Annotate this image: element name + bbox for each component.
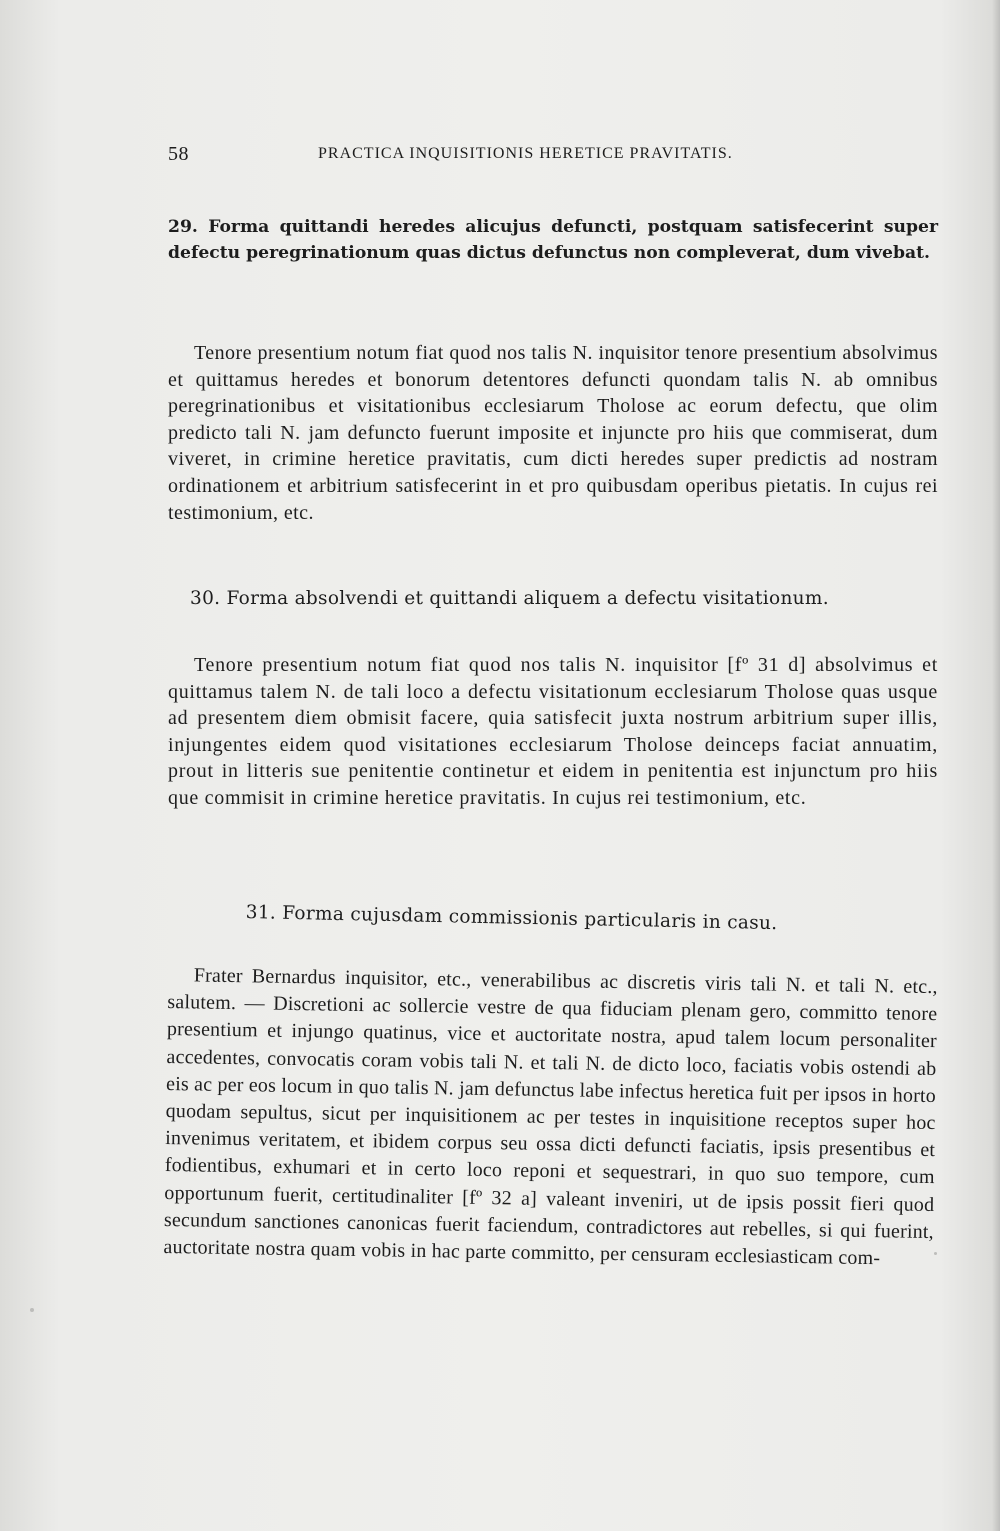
paper-speck (934, 1252, 937, 1255)
section-31-heading (246, 902, 778, 934)
page-edge-shadow (992, 0, 1000, 1531)
section-29-title: Forma quittandi heredes alicujus defuncti, postquam satisfecerint super defectu peregrinationum quas dictus defunctus non compleverat, dum vivebat. (168, 217, 938, 263)
section-31-number: 31. (245, 902, 277, 924)
section-30-body: Tenore presentium notum fiat quod nos talis N. inquisitor [fº 31 d] absolvimus et quittamus talem N. de tali loco a defectu visitationum ecclesiarum Tholose quas usque ad presentem diem obmisit facere, quia satisfecit juxta nostrum arbitrium super illis, injungentes eidem quod visitationes ecclesiarum Tholose deinceps faciat annuatim, prout in litteris sue penitentie continetur et eidem in penitentia est injunctum pro hiis que commisit in crimine heretice pravitatis. In cujus rei testimonium, etc. (168, 654, 938, 809)
section-31-title: Forma cujusdam commissionis particularis in casu. (282, 902, 778, 935)
section-30-heading (190, 588, 829, 609)
section-30-number: 30. (190, 588, 221, 609)
section-29-number: 29. (168, 217, 198, 237)
section-31-body: Frater Bernardus inquisitor, etc., venerabilibus ac discretis viris tali N. et tali N. etc., salutem. — Discretioni ac sollercie vestre de qua fiduciam plenam gero, committo tenore presentium et injungo quatinus, vice et auctoritate nostra, apud talem locum personaliter accedentes, convocatis coram vobis tali N. et tali N. de dicto loco, faciatis vobis ostendi ab eis ac per eos locum in quo talis N. jam defunctus labe infectus heretica fuit per ipsos in horto quodam sepultus, sicut per inquisitionem ac per testes in inquisitione receptos super hoc invenimus veritatem, et ibidem corpus seu ossa dicti defuncti faciatis, ipsis presentibus et fodientibus, exhumari et in certo loco reponi et sequestrari, in quo suo tempore, cum opportunum fuerit, certitudinaliter [fº 32 a] valeant inveniri, ut de ipsis possit fieri quod secundum sanctiones canonicas fuerit faciendum, contradictores aut rebelles, si qui fuerint, auctoritate nostra quam vobis in hac parte committo, per censuram ecclesiasticam com- (163, 964, 938, 1270)
page-number: 58 (168, 143, 189, 165)
section-29-body: Tenore presentium notum fiat quod nos talis N. inquisitor tenore presentium absolvimus et quittamus heredes et bonorum detentores defuncti quondam talis N. ab omnibus peregrinationibus et visitationibus ecclesiarum Tholose ac eorum defectu, que olim predicto tali N. jam defuncto fuerunt imposite et injuncte pro hiis que commiserat, dum viveret, in crimine heretice pravitatis, cum dicti heredes super predictis ad nostram ordinationem et arbitrium satisfecerint in et pro quibusdam operibus pietatis. In cujus rei testimonium, etc. (168, 342, 938, 524)
section-30-title: Forma absolvendi et quittandi aliquem a defectu visitationum. (226, 588, 829, 609)
running-title: PRACTICA INQUISITIONIS HERETICE PRAVITATIS. (318, 145, 733, 162)
running-head (168, 143, 948, 173)
section-29-heading (168, 214, 938, 266)
paper-speck (30, 1308, 34, 1312)
